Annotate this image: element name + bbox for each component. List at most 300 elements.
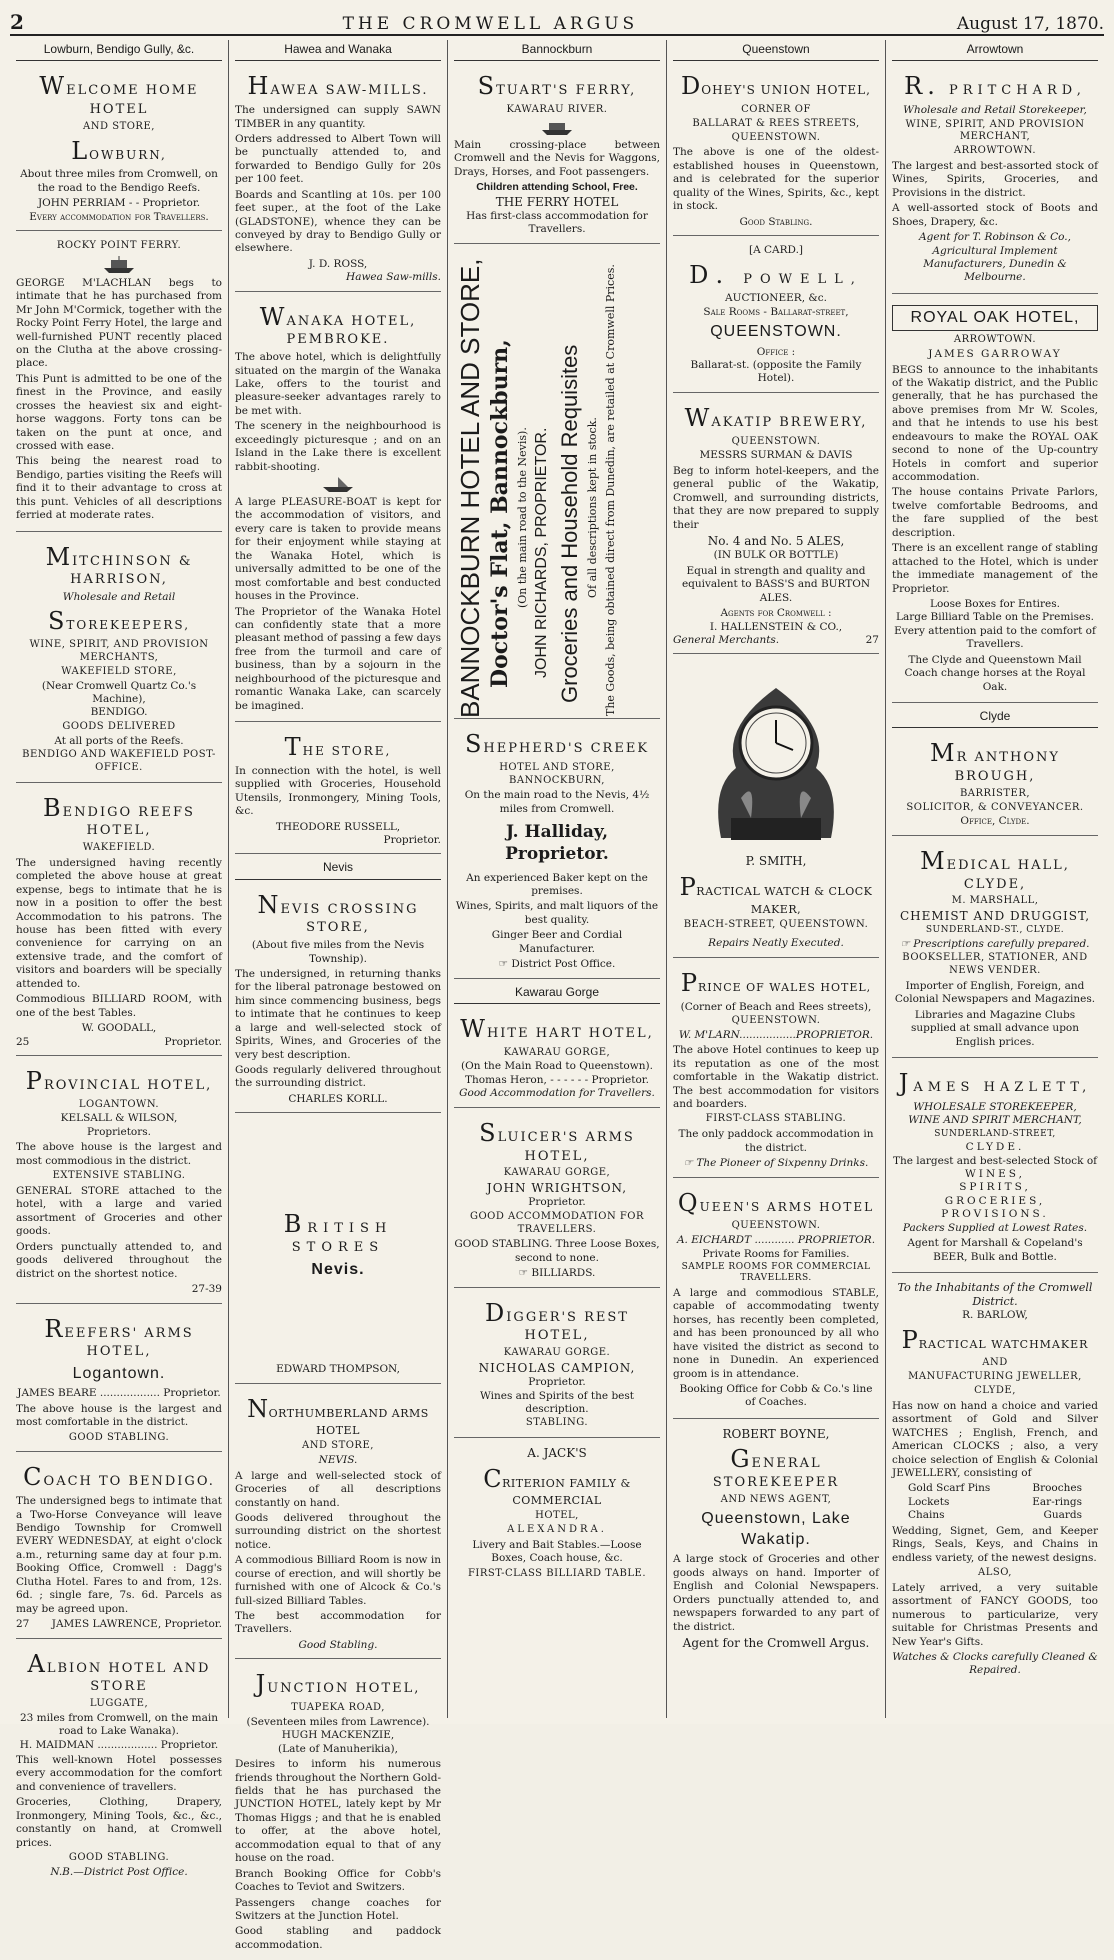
pointing-hand-icon: ☞ bbox=[683, 1157, 694, 1170]
ad-number: 27 bbox=[865, 634, 879, 647]
ad-bannockburn-hotel bbox=[454, 248, 660, 719]
ad-text: The above is one of the oldest-established houses in Queenstown, and is celebrated for the superior quality of the Wines, Spirits, &c., kept in stock. bbox=[673, 146, 879, 213]
ad-text: Booking Office for Cobb & Co.'s line of Coaches. bbox=[679, 1383, 873, 1409]
ad-title: PRACTICAL WATCHMAKER bbox=[901, 1325, 1089, 1354]
ad-title: JUNCTION HOTEL, bbox=[255, 1670, 421, 1699]
ad-sub: ARROWTOWN. bbox=[953, 145, 1037, 157]
ad-text: Proprietors. bbox=[86, 1125, 151, 1138]
ad-title: CRITERION FAMILY & COMMERCIAL bbox=[483, 1464, 631, 1508]
ad-sub: BANNOCKBURN, bbox=[509, 775, 605, 787]
ad-sub: BEACH-STREET, QUEENSTOWN. bbox=[683, 918, 869, 930]
ad-text: District Post Office. bbox=[511, 958, 616, 971]
ad-proprietor: JAMES BEARE .................. Proprietor. bbox=[17, 1387, 221, 1400]
ad-text: Wedding, Signet, Gem, and Keeper Rings, Seals, Keys, and Chains in endless variety, of the newest designs. bbox=[892, 1524, 1098, 1564]
ad-sub: QUEENSTOWN. bbox=[731, 131, 821, 143]
ad-title: PRACTICAL WATCH & CLOCK MAKER, bbox=[679, 872, 873, 916]
ad-text: Wines and Spirits of the best description. bbox=[480, 1389, 634, 1416]
ad-number: 25 bbox=[16, 1035, 30, 1048]
list-item: Chains bbox=[908, 1509, 945, 1522]
ad-sub: ALEXANDRA. bbox=[507, 1524, 607, 1536]
ad-text: The undersigned begs to intimate that a Two-Horse Conveyance will leave Bendigo Township for Cromwell EVERY WEDNESDAY, at eight o'clock a.m., returning same day at four p.m. Booking Office, Cromwell : Dagg's Clutha Hotel. Fares to and from, 12s. 6d. ; single fare, 7s. 6d. Parcels as may be agreed upon. bbox=[16, 1495, 222, 1615]
ad-sub: WINE AND SPIRIT MERCHANT, bbox=[908, 1114, 1082, 1127]
ad-proprietor: J. Halliday, Proprietor. bbox=[505, 822, 609, 864]
ad-text: BEGS to announce to the inhabitants of the Wakatip district, and the Public generally, that he has purchased the above premises from Mr W. Scoles, and that he intends to use his best endeavours to make the ROYAL OAK second to none of the Up-country Hotels in comfort and superior accommodation. bbox=[892, 363, 1098, 484]
ad-text: This well-known Hotel possesses every accommodation for the comfort and convenience of travellers. bbox=[16, 1753, 222, 1793]
ad-text: Livery and Bait Stables.—Loose Boxes, Coach house, &c. bbox=[472, 1539, 642, 1565]
ad-text: KELSALL & WILSON, bbox=[60, 1112, 178, 1125]
ad-text: Queenstown, Lake Wakatip. bbox=[701, 1510, 851, 1548]
ad-sub: BALLARAT & REES STREETS, bbox=[692, 117, 860, 129]
ad-number: 27 bbox=[16, 1618, 30, 1631]
column-1 bbox=[10, 40, 229, 1878]
ad-coach-bendigo bbox=[16, 1456, 222, 1638]
ad-text: A commodious Billiard Room is now in course of erection, and will shortly be furnished with one of Alcock & Co.'s full-sized Billiard Tables. bbox=[235, 1554, 441, 1607]
ad-text: Branch Booking Office for Cobb's Coaches to Teviot and Switzers. bbox=[235, 1867, 441, 1894]
ad-title: DIGGER'S REST HOTEL, bbox=[485, 1298, 629, 1344]
ad-sub: AUCTIONEER, &c. bbox=[725, 292, 827, 305]
ad-text: SAMPLE ROOMS FOR COMMERCIAL TRAVELLERS. bbox=[681, 1261, 871, 1284]
ad-sub: NEVIS. bbox=[318, 1454, 358, 1467]
ad-text: On the main road to the Nevis, 4½ miles from Cromwell. bbox=[464, 789, 650, 815]
ad-text: [A CARD.] bbox=[748, 244, 804, 257]
ad-text: Goods delivered throughout the surrounding district on the shortest notice. bbox=[235, 1511, 441, 1551]
ad-text: Good Stabling. bbox=[739, 215, 813, 228]
ad-proprietor: Thomas Heron, - - - - - - Proprietor. bbox=[465, 1073, 649, 1086]
ad-sub: HOTEL AND STORE, bbox=[499, 761, 615, 773]
ad-text: JOHN RICHARDS, PROPRIETOR. bbox=[533, 427, 550, 678]
ad-note: Every accommodation for Travellers. bbox=[29, 210, 209, 223]
page-number: 2 bbox=[10, 10, 24, 34]
ad-text: Packers Supplied at Lowest Rates. bbox=[902, 1221, 1088, 1234]
ad-junction-hotel bbox=[235, 1663, 441, 1960]
ad-title: STUART'S FERRY, bbox=[477, 72, 637, 101]
ad-title: D. POWELL, bbox=[689, 260, 863, 289]
ad-royal-oak bbox=[892, 298, 1098, 703]
section-header: Kawarau Gorge bbox=[454, 983, 660, 1004]
ad-signature: JOHN WRIGHTSON, bbox=[486, 1180, 628, 1195]
ad-text: STOREKEEPERS, bbox=[47, 607, 191, 636]
ad-text: Commodious BILLIARD ROOM, with one of the best Tables. bbox=[16, 993, 222, 1019]
ad-text: Loose Boxes for Entires. bbox=[930, 597, 1060, 610]
ad-proprietor: A. EICHARDT ............ PROPRIETOR. bbox=[676, 1234, 876, 1247]
ad-title: MITCHINSON & HARRISON, bbox=[45, 542, 193, 588]
ad-reefers-arms bbox=[16, 1308, 222, 1453]
ad-sub: Nevis. bbox=[311, 1260, 365, 1278]
ad-northumberland bbox=[235, 1388, 441, 1660]
ad-text: The only paddock accommodation in the district. bbox=[678, 1128, 874, 1154]
ad-r-barlow bbox=[892, 1277, 1098, 1684]
ad-text: Every attention paid to the comfort of Travellers. bbox=[894, 624, 1096, 651]
ad-sub: AND STORE, bbox=[83, 120, 155, 132]
ad-text: There is an excellent range of stabling attached to the Hotel, which is under the immediate management of the Proprietor. bbox=[892, 542, 1098, 595]
prescriptions-line bbox=[892, 938, 1098, 951]
ad-text: The best accommodation for Travellers. bbox=[235, 1610, 441, 1636]
ad-text: The above hotel, which is delightfully situated on the margin of the Wanaka Lake, offers to the tourist and pleasure-seeker advantages rarely to be met with. bbox=[235, 351, 441, 417]
ad-text: Office : bbox=[756, 345, 796, 358]
ad-title: SHEPHERD'S CREEK bbox=[464, 729, 650, 758]
ad-text: Sale Rooms - Ballarat-street, bbox=[703, 305, 849, 318]
ad-sub: (Seventeen miles from Lawrence). bbox=[246, 1715, 430, 1728]
ad-signature: THEODORE RUSSELL, bbox=[275, 820, 401, 833]
ad-text: BOOKSELLER, STATIONER, AND NEWS VENDER. bbox=[902, 952, 1088, 977]
ad-text: No. 4 and No. 5 ALES, bbox=[707, 534, 845, 549]
ad-text: 23 miles from Cromwell, on the main road to Lake Wanaka). bbox=[19, 1711, 219, 1738]
ad-p-smith bbox=[673, 658, 879, 957]
ad-title: HAWEA SAW-MILLS. bbox=[247, 72, 429, 101]
ad-sub: (About five miles from the Nevis Township). bbox=[251, 939, 425, 965]
ad-text: Libraries and Magazine Clubs supplied at small advance upon English prices. bbox=[911, 1008, 1079, 1048]
ad-text: GENERAL STORE attached to the hotel, with a large and varied assortment of Groceries and other goods. bbox=[16, 1185, 222, 1238]
ad-text: A large and commodious STABLE, capable of accommodating twenty horses, has recently been completed, and has been pronounced by all who have visited the district as second to none in Dunedin. An experienced groom is in attendance. bbox=[673, 1286, 879, 1380]
ad-sub: KAWARAU GORGE, bbox=[503, 1046, 611, 1058]
ad-signature: J. D. ROSS, bbox=[308, 257, 368, 270]
ad-text: Watches & Clocks carefully Cleaned & Repaired. bbox=[892, 1651, 1098, 1677]
ad-text: The above house is the largest and most comfortable in the district. bbox=[16, 1402, 222, 1429]
pointing-hand-icon: ☞ bbox=[900, 937, 910, 950]
ad-text: Orders punctually attended to, and goods delivered throughout the district on the shortest notice. bbox=[16, 1240, 222, 1280]
pointing-hand-icon: ☞ bbox=[498, 958, 509, 971]
ad-welcome-home bbox=[16, 65, 222, 231]
ad-nevis-crossing bbox=[235, 884, 441, 1114]
ad-proprietor: JOHN PERRIAM - - Proprietor. bbox=[37, 197, 201, 210]
ad-text: WAKEFIELD STORE, bbox=[61, 665, 177, 677]
section-header: Hawea and Wanaka bbox=[235, 40, 441, 61]
ad-text: A. JACK'S bbox=[527, 1446, 587, 1461]
ad-text: Main crossing-place between Cromwell and the Nevis for Waggons, Drays, Horses, and Foot passengers. bbox=[454, 138, 660, 178]
pointing-hand-icon: ☞ bbox=[518, 1267, 529, 1280]
ad-mitchinson bbox=[16, 536, 222, 783]
ad-anthony-brough bbox=[892, 732, 1098, 835]
section-header: Clyde bbox=[892, 707, 1098, 728]
ferry-boat-icon bbox=[539, 119, 575, 137]
ad-title: NORTHUMBERLAND ARMS HOTEL bbox=[247, 1394, 429, 1438]
ad-text: BILLIARDS. bbox=[531, 1267, 596, 1280]
ad-sub: AND bbox=[982, 1357, 1008, 1369]
masthead bbox=[10, 6, 1104, 36]
ad-signature: M. MARSHALL, bbox=[951, 895, 1039, 907]
ad-text: General Merchants. bbox=[673, 634, 780, 647]
section-header: Queenstown bbox=[673, 40, 879, 61]
ad-rocky-point-ferry bbox=[16, 235, 222, 532]
ad-text: WINE, SPIRIT, AND PROVISION MERCHANTS, bbox=[29, 639, 209, 663]
ad-sub: WINE, SPIRIT, AND PROVISION MERCHANT, bbox=[905, 118, 1085, 143]
ad-medical-hall bbox=[892, 840, 1098, 1058]
ad-sub: QUEENSTOWN. bbox=[731, 1015, 821, 1027]
ad-queens-arms bbox=[673, 1182, 879, 1419]
ad-text: GOODS DELIVERED bbox=[62, 720, 176, 732]
column-4 bbox=[667, 40, 886, 1718]
ad-text: Agents for Cromwell : bbox=[720, 607, 832, 620]
ad-text: Children attending School, Free. bbox=[476, 181, 638, 194]
ad-signature: W. GOODALL, bbox=[81, 1022, 157, 1035]
ad-text: Groceries, Clothing, Drapery, Ironmongery, Mining Tools, &c., &c., constantly on hand, at Cromwell prices. bbox=[16, 1796, 222, 1849]
ad-text: BENDIGO AND WAKEFIELD POST-OFFICE. bbox=[22, 749, 216, 773]
ad-text: An experienced Baker kept on the premises. bbox=[466, 871, 648, 897]
ad-british-stores bbox=[235, 1117, 441, 1383]
ad-sub: MANUFACTURING JEWELLER, bbox=[908, 1371, 1082, 1383]
ad-text: Has now on hand a choice and varied assortment of Gold and Silver WATCHES ; English, French, and American CLOCKS ; also, a very choice selection of English & Colonial JEWELLERY, consisting of bbox=[892, 1399, 1098, 1479]
ad-text: Beg to inform hotel-keepers, and the general public of the Wakatip, Cromwell, and surrounding districts, that they are now prepared to supply their bbox=[673, 464, 879, 531]
ad-sub: SOLICITOR, & CONVEYANCER. bbox=[906, 801, 1084, 813]
ad-text: SPIRITS, bbox=[959, 1181, 1031, 1194]
ad-hawea-sawmills bbox=[235, 65, 441, 291]
ad-text: In connection with the hotel, is well supplied with Groceries, Household Utensils, Ironmongery, Mining Tools, &c. bbox=[235, 764, 441, 818]
ad-text: Ballarat-st. (opposite the Family Hotel). bbox=[690, 359, 862, 385]
ad-text: GOOD STABLING. Three Loose Boxes, second to none. bbox=[454, 1238, 660, 1264]
ad-stuarts-ferry bbox=[454, 65, 660, 244]
ad-title: COACH TO BENDIGO. bbox=[23, 1463, 215, 1492]
ad-text: GOOD ACCOMMODATION FOR TRAVELLERS. bbox=[469, 1210, 645, 1235]
ad-sub: CHEMIST AND DRUGGIST, bbox=[899, 908, 1091, 923]
ad-number: 27-39 bbox=[191, 1283, 222, 1296]
ad-text: The Goods, being obtained direct from Dunedin, are retailed at Cromwell Prices. bbox=[604, 264, 617, 716]
ad-text: Boards and Scantling at 10s. per 100 feet super., at the foot of the Lake (GLADSTONE), whence they can be conveyed by dray to Bendigo Gully or elsewhere. bbox=[235, 188, 441, 255]
ad-sub: AND STORE, bbox=[302, 1440, 374, 1452]
ad-signature: HUGH MACKENZIE, bbox=[281, 1729, 395, 1742]
ad-signature: EDWARD THOMPSON, bbox=[276, 1363, 400, 1376]
ad-sub: QUEENSTOWN. bbox=[731, 1220, 821, 1232]
ad-text: The largest and best-assorted stock of Wines, Spirits, Groceries, and Provisions in the district. bbox=[892, 159, 1098, 199]
ad-signature: JAMES LAWRENCE, Proprietor. bbox=[51, 1618, 222, 1631]
ad-text: Wholesale and Retail bbox=[62, 590, 176, 603]
ad-text: Hawea Saw-mills. bbox=[346, 271, 441, 284]
ad-sub: BARRISTER, bbox=[959, 787, 1031, 799]
ad-title: NEVIS CROSSING STORE, bbox=[257, 890, 419, 936]
ad-sub: Logantown. bbox=[72, 1364, 166, 1382]
ad-text: THE FERRY HOTEL bbox=[495, 194, 619, 209]
ad-sub: KAWARAU GORGE. bbox=[503, 1346, 611, 1358]
ad-criterion bbox=[454, 1442, 660, 1587]
list-item: Gold Scarf Pins bbox=[908, 1482, 991, 1495]
ad-doheys-union bbox=[673, 65, 879, 236]
ad-text: ALSO, bbox=[977, 1567, 1012, 1579]
ad-title: BRITISH STORES bbox=[283, 1210, 393, 1256]
ad-text: Large Billiard Table on the Premises. bbox=[896, 611, 1094, 624]
ad-sub: CORNER OF bbox=[741, 104, 811, 116]
ad-text: QUEENSTOWN. bbox=[710, 323, 842, 341]
ad-text: Goods regularly delivered throughout the surrounding district. bbox=[235, 1064, 441, 1090]
ad-text: PROVISIONS. bbox=[941, 1208, 1049, 1221]
post-office-line bbox=[454, 958, 660, 971]
ad-text: This being the nearest road to Bendigo, parties visiting the Reefs will find it to their advantage to cross at this punt. Vehicles of all descriptions ferried at moderate rates. bbox=[16, 455, 222, 522]
ad-sub: LOGANTOWN. bbox=[78, 1098, 160, 1110]
ad-text: Private Rooms for Families. bbox=[702, 1247, 850, 1260]
ad-text: A large stock of Groceries and other goods always on hand. Importer of English and Colonial Newspapers. Orders punctually attended to, and newspapers forwarded to any part of the district. bbox=[673, 1553, 879, 1633]
list-item: Guards bbox=[1043, 1509, 1082, 1522]
ad-title: QUEEN'S ARMS HOTEL bbox=[677, 1188, 875, 1217]
ad-text: Agent for the Cromwell Argus. bbox=[682, 1635, 870, 1650]
section-header: Arrowtown bbox=[892, 40, 1098, 61]
ad-signature: NICHOLAS CAMPION, bbox=[478, 1360, 636, 1375]
ad-signature: ROBERT BOYNE, bbox=[722, 1426, 830, 1441]
ad-sub: ARROWTOWN. bbox=[953, 334, 1037, 346]
ad-white-hart bbox=[454, 1008, 660, 1108]
ad-text: GOOD STABLING. bbox=[68, 1431, 170, 1443]
boat-icon bbox=[320, 476, 356, 494]
ad-text: About three miles from Cromwell, on the road to the Bendigo Reefs. bbox=[20, 168, 218, 194]
ad-title: GENERAL STOREKEEPER bbox=[712, 1445, 840, 1490]
ad-text: The Pioneer of Sixpenny Drinks. bbox=[696, 1157, 869, 1170]
ad-title: BENDIGO REEFS HOTEL, bbox=[43, 793, 195, 839]
ad-sub: (Corner of Beach and Rees streets), bbox=[680, 1000, 872, 1013]
ad-text: (IN BULK OR BOTTLE) bbox=[713, 549, 839, 562]
ad-text: The Clyde and Queenstown Mail Coach change horses at the Royal Oak. bbox=[904, 653, 1086, 693]
ad-text: Lately arrived, a very suitable assortment of FANCY GOODS, too numerous to particularize, very suitable for Christmas Presents and New Year's Gifts. bbox=[892, 1581, 1098, 1648]
list-item: Ear-rings bbox=[1032, 1495, 1082, 1508]
issue-date: August 17, 1870. bbox=[956, 14, 1104, 34]
newspaper-title: THE CROMWELL ARGUS bbox=[342, 14, 639, 34]
ad-title: SLUICER'S ARMS HOTEL, bbox=[479, 1118, 635, 1164]
ad-text: The largest and best-selected Stock of bbox=[892, 1154, 1098, 1167]
ferry-boat-icon bbox=[101, 255, 137, 275]
ad-sub: QUEENSTOWN. bbox=[731, 435, 821, 447]
ad-text: Has first-class accommodation for Travellers. bbox=[466, 209, 648, 236]
ad-proprietor: Proprietor. bbox=[164, 1035, 222, 1048]
ad-text: MESSRS SURMAN & DAVIS bbox=[699, 449, 853, 462]
ad-text: Agent for Marshall & Copeland's BEER, Bulk and Bottle. bbox=[907, 1237, 1083, 1263]
ad-robert-boyne bbox=[673, 1423, 879, 1657]
ad-text: The house contains Private Parlors, twelve comfortable Bedrooms, and the fare supplied of the best description. bbox=[892, 486, 1098, 539]
ad-sub: HOTEL, bbox=[535, 1510, 579, 1522]
ad-provincial bbox=[16, 1060, 222, 1304]
ad-text: N.B.—District Post Office. bbox=[50, 1865, 188, 1878]
ad-sub: CLYDE. bbox=[965, 1141, 1025, 1154]
column-3 bbox=[448, 40, 667, 1718]
ad-text: Prescriptions carefully prepared. bbox=[913, 937, 1090, 950]
ad-title: ROCKY POINT FERRY. bbox=[56, 239, 182, 251]
ad-bendigo-reefs bbox=[16, 787, 222, 1056]
ad-text: Of all descriptions kept in stock. bbox=[586, 416, 599, 598]
ad-sub: AND NEWS AGENT, bbox=[720, 1493, 832, 1505]
ad-text: A large and well-selected stock of Groceries of all descriptions constantly on hand. bbox=[235, 1469, 441, 1509]
ad-text: Good Stabling. bbox=[298, 1638, 378, 1651]
ad-title: ALBION HOTEL AND STORE bbox=[27, 1649, 211, 1695]
ad-diggers-rest bbox=[454, 1292, 660, 1439]
ad-sub: KAWARAU RIVER. bbox=[506, 104, 608, 116]
ad-sub: Doctor's Flat, Bannockburn, bbox=[487, 339, 513, 688]
section-header: Bannockburn bbox=[454, 40, 660, 61]
ad-pritchard bbox=[892, 65, 1098, 293]
ad-text: (On the Main Road to Queenstown). bbox=[461, 1060, 653, 1073]
billiards-line bbox=[454, 1267, 660, 1280]
ad-title: JAMES HAZLETT, bbox=[898, 1069, 1092, 1098]
list-item: Brooches bbox=[1032, 1482, 1082, 1495]
ad-title: R. PRITCHARD, bbox=[904, 72, 1086, 101]
ad-powell bbox=[673, 240, 879, 393]
ad-signature: R. BARLOW, bbox=[962, 1309, 1028, 1322]
ad-signature: CHARLES KORLL. bbox=[288, 1092, 388, 1105]
ad-text: FIRST-CLASS STABLING. bbox=[705, 1113, 847, 1125]
ad-prince-of-wales bbox=[673, 962, 879, 1178]
pioneer-line bbox=[673, 1157, 879, 1170]
ad-text: The above house is the largest and most commodious in the district. bbox=[16, 1141, 222, 1167]
ad-albion bbox=[16, 1643, 222, 1886]
ad-text: Agent for T. Robinson & Co., Agricultural Implement Manufacturers, Dunedin & Melbourne. bbox=[919, 231, 1071, 284]
ad-text: Desires to inform his numerous friends throughout the Northern Gold-fields that he has purchased the JUNCTION HOTEL, lately kept by Mr Thomas Higgs ; and that he is enabled to offer, at the above hotel, accommodation equal to that of any house on the road. bbox=[235, 1758, 441, 1865]
ad-text: Good Accommodation for Travellers. bbox=[459, 1087, 655, 1100]
ad-text: Good stabling and paddock accommodation. bbox=[235, 1925, 441, 1951]
ad-text: Importer of English, Foreign, and Colonial Newspapers and Magazines. bbox=[894, 979, 1096, 1006]
ad-title: MEDICAL HALL, CLYDE, bbox=[920, 846, 1070, 892]
ad-title: MR ANTHONY BROUGH, bbox=[930, 739, 1060, 785]
ad-sub: CLYDE, bbox=[974, 1384, 1016, 1396]
ad-text: Orders addressed to Albert Town will be punctually attended to, and forwarded to Bendigo Gully for 20s per 100 feet. bbox=[235, 132, 441, 186]
ad-text: I. HALLENSTEIN & CO., bbox=[709, 620, 843, 633]
ad-text: At all ports of the Reefs. bbox=[54, 734, 184, 747]
ad-text: BENDIGO. bbox=[90, 706, 148, 719]
ad-sub: SUNDERLAND-ST., CLYDE. bbox=[925, 925, 1065, 936]
ad-shepherds-creek bbox=[454, 723, 660, 979]
ad-sub: SUNDERLAND-STREET, bbox=[934, 1128, 1056, 1139]
ad-text: Equal in strength and quality and equivalent to BASS'S and BURTON ALES. bbox=[681, 564, 871, 604]
ad-text: This Punt is admitted to be one of the finest in the Province, and easily crosses the heaviest six and eight-horse waggons. Forty tons can be taken on the punt at once, and crossed with ease. bbox=[16, 372, 222, 453]
ad-title: REEFERS' ARMS HOTEL, bbox=[44, 1314, 194, 1360]
ad-signature: JAMES GARROWAY bbox=[928, 348, 1062, 361]
section-header: Lowburn, Bendigo Gully, &c. bbox=[16, 40, 222, 61]
ad-text: (Late of Manuherikia), bbox=[278, 1742, 398, 1755]
ad-title: BANNOCKBURN HOTEL AND STORE, bbox=[455, 258, 485, 718]
ad-text: Groceries and Household Requisites bbox=[557, 344, 582, 703]
section-header: Nevis bbox=[235, 858, 441, 879]
column-2 bbox=[229, 40, 448, 1951]
ad-text: GOOD STABLING. bbox=[68, 1852, 170, 1864]
ad-sub: KAWARAU GORGE, bbox=[503, 1167, 611, 1179]
ad-wakatip-brewery bbox=[673, 397, 879, 655]
ad-title: ROYAL OAK HOTEL, bbox=[892, 305, 1098, 331]
ad-text: The above Hotel continues to keep up its reputation as one of the most comfortable in the Wakatip district. The best accommodation for visitors and boarders. bbox=[673, 1044, 879, 1110]
ad-title: WELCOME HOME HOTEL bbox=[39, 72, 199, 118]
ad-text: To the Inhabitants of the Cromwell District. bbox=[897, 1281, 1093, 1309]
ad-sub: LOWBURN, bbox=[71, 136, 167, 165]
ad-text: The undersigned can supply SAWN TIMBER in any quantity. bbox=[235, 104, 441, 130]
ad-text: STABLING. bbox=[525, 1417, 589, 1429]
ad-sub: WAKEFIELD. bbox=[82, 842, 156, 854]
ad-title: WAKATIP BREWERY, bbox=[684, 403, 868, 432]
ad-signature: P. SMITH, bbox=[745, 854, 807, 869]
ad-text: WINES, bbox=[965, 1168, 1025, 1180]
ad-the-store bbox=[235, 726, 441, 854]
ad-proprietor: Proprietor. bbox=[528, 1196, 586, 1209]
ad-proprietor: Proprietor. bbox=[383, 833, 441, 846]
ad-sub: WHOLESALE STOREKEEPER, bbox=[913, 1100, 1077, 1113]
ad-text: The undersigned, in returning thanks for the liberal patronage bestowed on him since commencing business, begs to intimate that he continues to keep a large and well-selected stock of Spirits, Wines, and Groceries of the very best description. bbox=[235, 967, 441, 1061]
ad-title: PROVINCIAL HOTEL, bbox=[25, 1066, 213, 1095]
ad-text: A well-assorted stock of Boots and Shoes, Drapery, &c. bbox=[892, 202, 1098, 228]
ad-wanaka-hotel bbox=[235, 296, 441, 722]
ad-proprietor: W. M'LARN.................PROPRIETOR. bbox=[678, 1028, 874, 1041]
ad-title: PRINCE OF WALES HOTEL, bbox=[680, 968, 872, 997]
ad-title: DOHEY'S UNION HOTEL, bbox=[681, 72, 871, 101]
ad-text: Passengers change coaches for Switzers at the Junction Hotel. bbox=[235, 1896, 441, 1922]
ad-text: FIRST-CLASS BILLIARD TABLE. bbox=[467, 1567, 647, 1579]
ad-text: Wines, Spirits, and malt liquors of the best quality. bbox=[455, 900, 659, 926]
ad-proprietor: Proprietor. bbox=[528, 1376, 586, 1389]
ad-title: WHITE HART HOTEL, bbox=[460, 1014, 654, 1043]
list-item: Lockets bbox=[908, 1495, 950, 1508]
ad-text: A large PLEASURE-BOAT is kept for the accommodation of visitors, and every care is taken to provide means for their enjoyment while staying at the Wanaka Hotel, which is universally admitted to be one of the most comfortable and best conducted houses in the Province. bbox=[235, 496, 441, 603]
ad-title: WANAKA HOTEL, PEMBROKE. bbox=[259, 302, 417, 348]
ad-text: EXTENSIVE STABLING. bbox=[52, 1170, 186, 1182]
ad-text: Office, Clyde. bbox=[960, 815, 1030, 828]
ad-text: GEORGE M'LACHLAN begs to intimate that he has purchased from Mr John M'Cormick, together with the Rocky Point Ferry Hotel, the large and well-furnished PUNT recently placed on the Clutha at the above crossing-place. bbox=[16, 276, 222, 370]
column-5 bbox=[886, 40, 1104, 1718]
ad-sub: TUAPEKA ROAD, bbox=[291, 1702, 385, 1714]
ad-title: THE STORE, bbox=[284, 733, 392, 762]
ad-text: The Proprietor of the Wanaka Hotel can confidently state that a more pleasant method of passing a few days free from the turmoil and care of business, than by a sojourn in the neighbourhood of the picturesque and romantic Wanaka Lake, can scarcely be imagined. bbox=[235, 605, 441, 712]
ad-sub: Wholesale and Retail Storekeeper, bbox=[903, 104, 1087, 117]
ad-proprietor: H. MAIDMAN .................. Proprietor. bbox=[19, 1738, 219, 1751]
ad-text: (Near Cromwell Quartz Co.'s Machine), bbox=[41, 679, 197, 705]
